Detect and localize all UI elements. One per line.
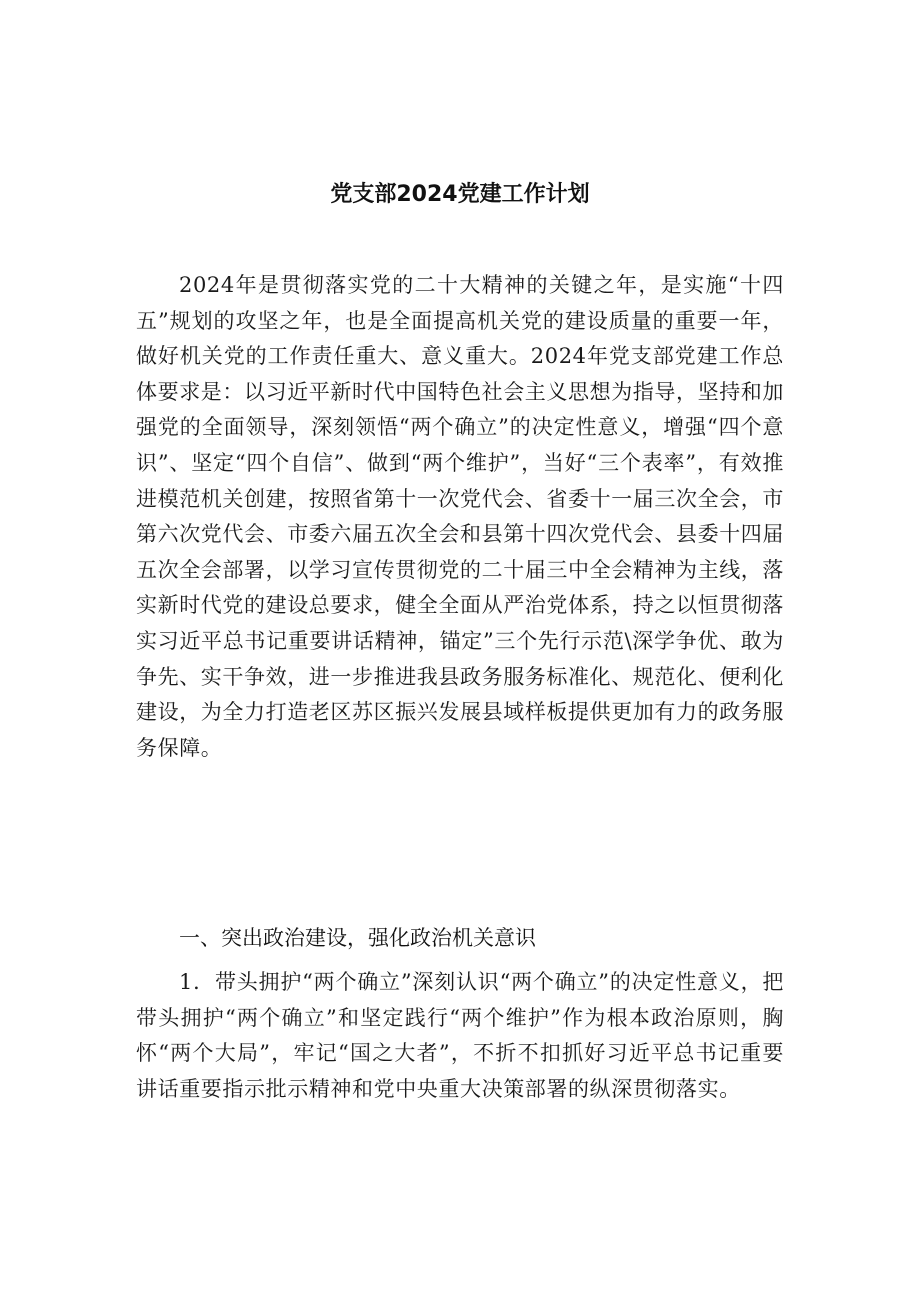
intro-paragraph: 2024年是贯彻落实党的二十大精神的关键之年，是实施“十四五”规划的攻坚之年，也是全面提高机关党的建设质量的重要一年，做好机关党的工作责任重大、意义重大。2024年党支部党建工作总体要求是：以习近平新时代中国特色社会主义思想为指导，坚持和加强党的全面领导，深刻领悟“两个确立”的决定性意义，增强“四个意识”、坚定“四个自信”、做到“两个维护”，当好“三个表率”，有效推进模范机关创建，按照省第十一次党代会、省委十一届三次全会，市第六次党代会、市委六届五次全会和县第十四次党代会、县委十四届五次全会部署，以学习宣传贯彻党的二十届三中全会精神为主线，落实新时代党的建设总要求，健全全面从严治党体系，持之以恒贯彻落实习近平总书记重要讲话精神，锚定”三个先行示范\深学争优、敢为争先、实干争效，进一步推进我县政务服务标准化、规范化、便利化建设，为全力打造老区苏区振兴发展县域样板提供更加有力的政务服务保障。 [136, 273, 784, 760]
document-title: 党支部2024党建工作计划 [330, 182, 590, 207]
section-item-paragraph: 1．带头拥护“两个确立”深刻认识“两个确立”的决定性意义，把带头拥护“两个确立”和坚定践行“两个维护”作为根本政治原则，胸怀“两个大局”，牢记“国之大者”，不折不扣抓好习近平总书记重要讲话重要指示批示精神和党中央重大决策部署的纵深贯彻落实。 [136, 970, 784, 1101]
section-heading: 一、突出政治建设，强化政治机关意识 [179, 926, 536, 950]
